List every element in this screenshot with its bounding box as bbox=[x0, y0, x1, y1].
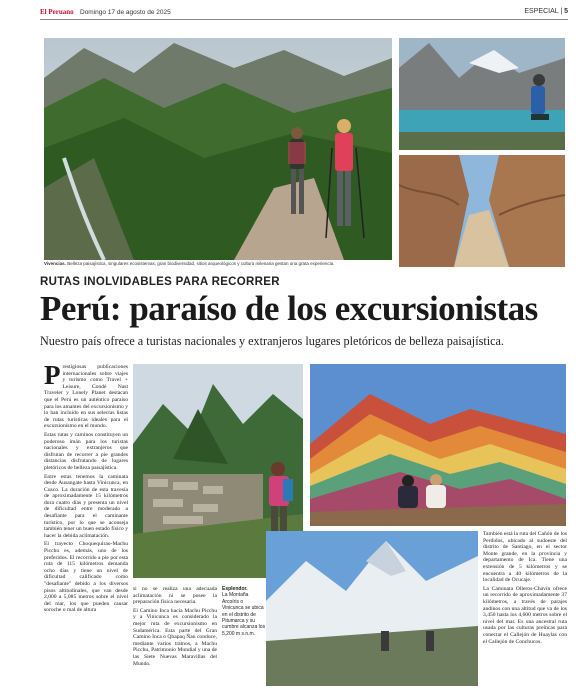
snow-trek-photo bbox=[266, 531, 478, 686]
col2-paragraph-2: El Camino Inca hacia Machu Picchu y a Vinicunca es considerado la mejor ruta de excursionismo en Sudamérica. Esta parte del Gran Camino Inca o Qhapaq Ñan conduce, mediante varios tramos, a Machu Picchu, Patrimonio Mundial y una de las Siete Nuevas Maravillas del Mundo. bbox=[133, 607, 217, 667]
rainbow-mountain-photo bbox=[310, 364, 566, 526]
side-caption-lead: Esplendor. bbox=[222, 586, 248, 592]
canyon-photo bbox=[399, 155, 565, 267]
article-kicker: RUTAS INOLVIDABLES PARA RECORRER bbox=[40, 276, 280, 288]
lake-photo bbox=[399, 38, 565, 150]
col3-paragraph-1: También está la ruta del Cañón de los Perdidos, ubicado al sudoeste del distrito de Santiago, en el sector Monte grande, en la provincia y departamento de Ica. Tiene una extensión de 5 kilómetros y se encuentra a 40 kilómetros de la localidad de Ocucaje. bbox=[483, 531, 567, 584]
col1-paragraph-1: restigiosas publicaciones internacionales sobre viajes y turismo como Travel + Leisure, Condé Nast Traveler y Lonely Planet destacan que el Perú es un auténtico paraíso para los amantes del excursionismo y lo han incluido en sus selectas listas de rutas turísticas ideales para el excursionismo en el mundo. bbox=[44, 364, 128, 430]
drop-cap: P bbox=[44, 364, 61, 390]
article-column-3 bbox=[483, 531, 567, 686]
col1-paragraph-2: Estas rutas y caminos constituyen un poderoso imán para los turistas nacionales y extranjeros que disfrutan de recorrer a pie grandes distancias disfrutando de lugares pletóricos de belleza paisajística. bbox=[44, 431, 128, 471]
rainbow-mountain-caption bbox=[222, 586, 266, 637]
col1-paragraph-4: El trayecto Choquequirao-Machu Picchu es, además, uno de los preferidos. El recorrido a pie por esta ruta de 115 kilómetros demanda ocho días y tiene un nivel de dificultad calificado como "desafiante" debido a los diversos pisos altitudinales, que van desde 2,000 a 5,085 metros sobre el nivel del mar, los que pueden causar soroche o mal de altura bbox=[44, 541, 128, 614]
col2-paragraph-1: si no se realiza una adecuada aclimatación ni se posee la preparación física necesaria. bbox=[133, 586, 217, 606]
caption-lead: Vivencias. bbox=[44, 261, 66, 266]
main-photo bbox=[44, 38, 392, 260]
article-column-2 bbox=[133, 586, 217, 686]
side-caption-text: La Montaña Arcoíris o Vinicunca se ubica en el distrito de Pitumarca y su cumbre alcanza los 5,200 m s.n.m. bbox=[222, 592, 266, 637]
page-header bbox=[40, 6, 568, 20]
masthead: El Peruano bbox=[40, 8, 74, 16]
page-number: 5 bbox=[564, 8, 568, 15]
section-name: ESPECIAL bbox=[524, 8, 559, 15]
dateline: Domingo 17 de agosto de 2025 bbox=[80, 9, 171, 16]
article-headline: Perú: paraíso de los excursionistas bbox=[40, 289, 538, 328]
article-column-1 bbox=[44, 364, 128, 686]
col3-paragraph-2: La Caminata Olleros-Chavín ofrece un recorrido de aproximadamente 37 kilómetros, a través de parajes andinos con una altitud que va de los 3,450 hasta los 4,600 metros sobre el nivel del mar. Es una ancestral ruta usada por las culturas preíncas para conectar el Callejón de Huaylas con el Callejón de Conchucos. bbox=[483, 585, 567, 645]
article-subhead: Nuestro país ofrece a turistas nacionales y extranjeros lugares pletóricos de belleza paisajística. bbox=[40, 334, 504, 348]
col1-paragraph-3: Entre estas tenemos la caminata desde Ausangate hasta Vinicunca, en Cusco. La duración de esta travesía de aproximadamente 15 kilómetros dura cuatro días y presenta un nivel de dificultad entre moderado a desafiante para el caminante turístico, por lo que se aconseja también tener un buen estado físico y hacer la debida aclimatación. bbox=[44, 473, 128, 539]
top-photo-caption bbox=[44, 261, 394, 267]
caption-text: Belleza paisajística, singulares ecosistemas, gran biodiversidad, sitios arqueológicos y cultura milenaria gestan una grata experiencia. bbox=[65, 261, 335, 266]
section-label: ESPECIAL | 5 bbox=[524, 8, 568, 15]
